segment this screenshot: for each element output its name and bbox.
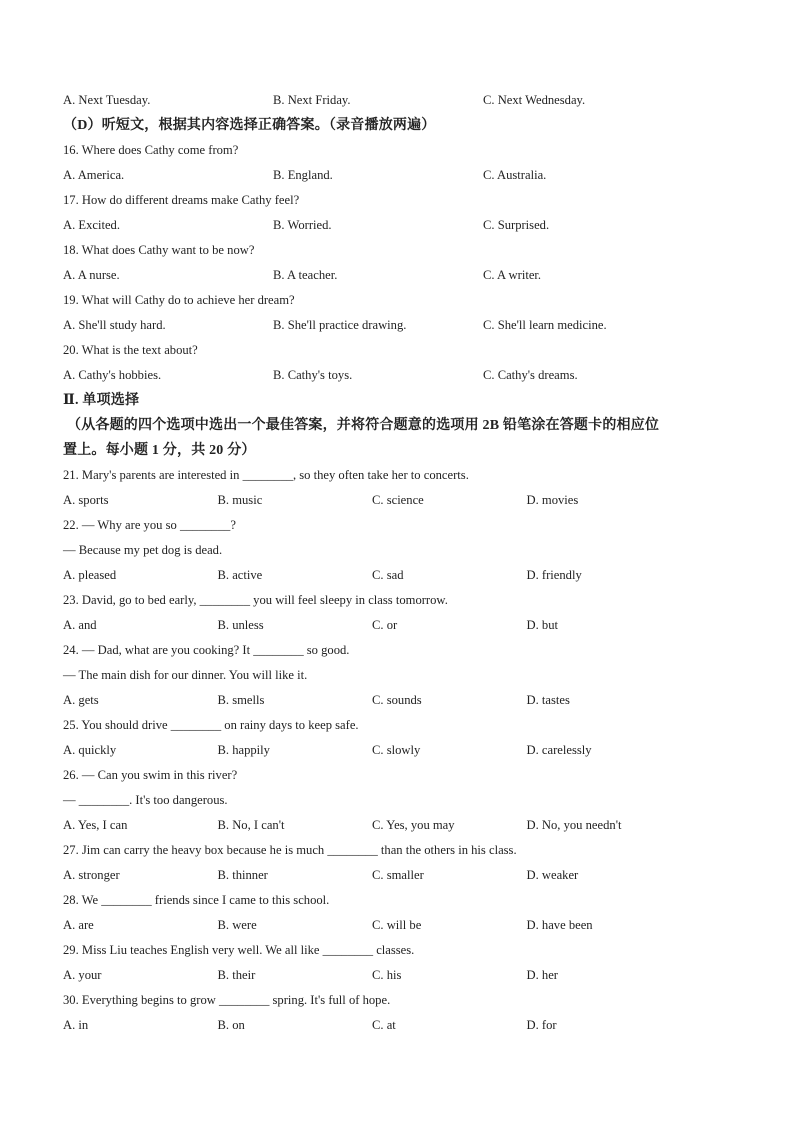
- question-text: 30. Everything begins to grow ________ spring. It's full of hope.: [63, 993, 391, 1007]
- option-c: C. sad: [372, 568, 404, 582]
- option-a: A. Excited.: [63, 218, 121, 232]
- option-d: D. carelessly: [526, 743, 592, 757]
- option-b: B. Worried.: [273, 218, 332, 232]
- option-d: D. but: [526, 618, 558, 632]
- question-text: 17. How do different dreams make Cathy feel?: [63, 193, 300, 207]
- question-text: 21. Mary's parents are interested in ________, so they often take her to concerts.: [63, 468, 469, 482]
- question-options: [63, 813, 743, 838]
- question-21: [63, 463, 743, 513]
- question-23: [63, 588, 743, 638]
- question-20: [63, 338, 743, 388]
- option-a: A. are: [63, 918, 94, 932]
- option-c: C. his: [372, 968, 402, 982]
- question-text: 23. David, go to bed early, ________ you will feel sleepy in class tomorrow.: [63, 593, 448, 607]
- option-a: A. in: [63, 1018, 89, 1032]
- question-text: 16. Where does Cathy come from?: [63, 143, 239, 157]
- question-16: [63, 138, 743, 188]
- dialogue-reply: — ________. It's too dangerous.: [63, 793, 228, 807]
- exam-page: [63, 88, 743, 1038]
- option-b: B. thinner: [217, 868, 268, 882]
- option-c: C. or: [372, 618, 398, 632]
- question-text: 29. Miss Liu teaches English very well. We all like ________ classes.: [63, 943, 415, 957]
- option-a: A. pleased: [63, 568, 117, 582]
- option-b: B. England.: [273, 168, 333, 182]
- option-d: D. for: [526, 1018, 557, 1032]
- question-options: [63, 688, 743, 713]
- option-b: B. She'll practice drawing.: [273, 318, 407, 332]
- question-22: [63, 513, 743, 588]
- option-c: C. Next Wednesday.: [483, 93, 586, 107]
- option-a: A. quickly: [63, 743, 117, 757]
- option-b: B. music: [217, 493, 263, 507]
- option-c: C. slowly: [372, 743, 421, 757]
- option-c: C. at: [372, 1018, 396, 1032]
- question-24: [63, 638, 743, 713]
- question-17: [63, 188, 743, 238]
- question-29: [63, 938, 743, 988]
- section-2-instructions-line-2: 置上。每小题 1 分，共 20 分）: [63, 443, 256, 458]
- option-b: B. Cathy's toys.: [273, 368, 353, 382]
- option-c: C. science: [372, 493, 424, 507]
- question-text: 19. What will Cathy do to achieve her dream?: [63, 293, 295, 307]
- question-options: [63, 913, 743, 938]
- question-options: [63, 488, 743, 513]
- question-options: [63, 613, 743, 638]
- question-25: [63, 713, 743, 763]
- option-d: D. have been: [526, 918, 593, 932]
- option-d: D. movies: [526, 493, 579, 507]
- option-d: D. her: [526, 968, 558, 982]
- question-options: [63, 563, 743, 588]
- option-b: B. were: [217, 918, 257, 932]
- question-30: [63, 988, 743, 1038]
- option-c: C. Cathy's dreams.: [483, 368, 578, 382]
- option-c: C. She'll learn medicine.: [483, 318, 607, 332]
- option-b: B. active: [217, 568, 263, 582]
- question-text: 27. Jim can carry the heavy box because he is much ________ than the others in his class.: [63, 843, 517, 857]
- question-text: 25. You should drive ________ on rainy days to keep safe.: [63, 718, 359, 732]
- option-a: A. Cathy's hobbies.: [63, 368, 162, 382]
- part-d-heading: （D）听短文，根据其内容选择正确答案。（录音播放两遍）: [63, 118, 436, 133]
- option-a: A. A nurse.: [63, 268, 120, 282]
- question-18: [63, 238, 743, 288]
- question-text: 28. We ________ friends since I came to this school.: [63, 893, 330, 907]
- option-d: D. tastes: [526, 693, 570, 707]
- question-text: 26. — Can you swim in this river?: [63, 768, 238, 782]
- question-19: [63, 288, 743, 338]
- option-d: D. friendly: [526, 568, 582, 582]
- option-a: A. gets: [63, 693, 99, 707]
- question-options: [63, 213, 743, 238]
- option-b: B. happily: [217, 743, 270, 757]
- option-c: C. Yes, you may: [372, 818, 455, 832]
- question-options: [63, 738, 743, 763]
- option-b: B. No, I can't: [217, 818, 285, 832]
- option-b: B. Next Friday.: [273, 93, 351, 107]
- option-a: A. sports: [63, 493, 109, 507]
- question-options: [63, 263, 743, 288]
- question-text: 20. What is the text about?: [63, 343, 198, 357]
- dialogue-reply: — The main dish for our dinner. You will like it.: [63, 668, 308, 682]
- previous-question-options: [63, 88, 743, 113]
- option-b: B. smells: [217, 693, 265, 707]
- dialogue-reply: — Because my pet dog is dead.: [63, 543, 223, 557]
- question-26: [63, 763, 743, 838]
- listening-questions: [63, 138, 743, 388]
- option-c: C. Australia.: [483, 168, 547, 182]
- section-2-title: Ⅱ. 单项选择: [63, 393, 140, 408]
- question-options: [63, 313, 743, 338]
- section-2-instructions-line-1: （从各题的四个选项中选出一个最佳答案，并将符合题意的选项用 2B 铅笔涂在答题卡的相应位: [67, 418, 660, 433]
- question-text: 22. — Why are you so ________?: [63, 518, 236, 532]
- option-a: A. stronger: [63, 868, 120, 882]
- option-b: B. unless: [217, 618, 264, 632]
- option-a: A. Yes, I can: [63, 818, 128, 832]
- question-options: [63, 863, 743, 888]
- option-b: B. on: [217, 1018, 245, 1032]
- question-options: [63, 163, 743, 188]
- question-options: [63, 363, 743, 388]
- option-d: D. weaker: [526, 868, 579, 882]
- option-c: C. will be: [372, 918, 422, 932]
- question-28: [63, 888, 743, 938]
- option-c: C. A writer.: [483, 268, 542, 282]
- option-c: C. Surprised.: [483, 218, 550, 232]
- option-a: A. and: [63, 618, 97, 632]
- option-a: A. your: [63, 968, 102, 982]
- question-text: 24. — Dad, what are you cooking? It ________ so good.: [63, 643, 350, 657]
- option-b: B. A teacher.: [273, 268, 338, 282]
- question-27: [63, 838, 743, 888]
- question-options: [63, 1013, 743, 1038]
- option-b: B. their: [217, 968, 256, 982]
- grammar-questions: [63, 463, 743, 1038]
- option-a: A. Next Tuesday.: [63, 93, 151, 107]
- option-d: D. No, you needn't: [526, 818, 622, 832]
- option-a: A. America.: [63, 168, 125, 182]
- question-text: 18. What does Cathy want to be now?: [63, 243, 255, 257]
- option-c: C. smaller: [372, 868, 424, 882]
- option-c: C. sounds: [372, 693, 422, 707]
- question-options: [63, 963, 743, 988]
- option-a: A. She'll study hard.: [63, 318, 166, 332]
